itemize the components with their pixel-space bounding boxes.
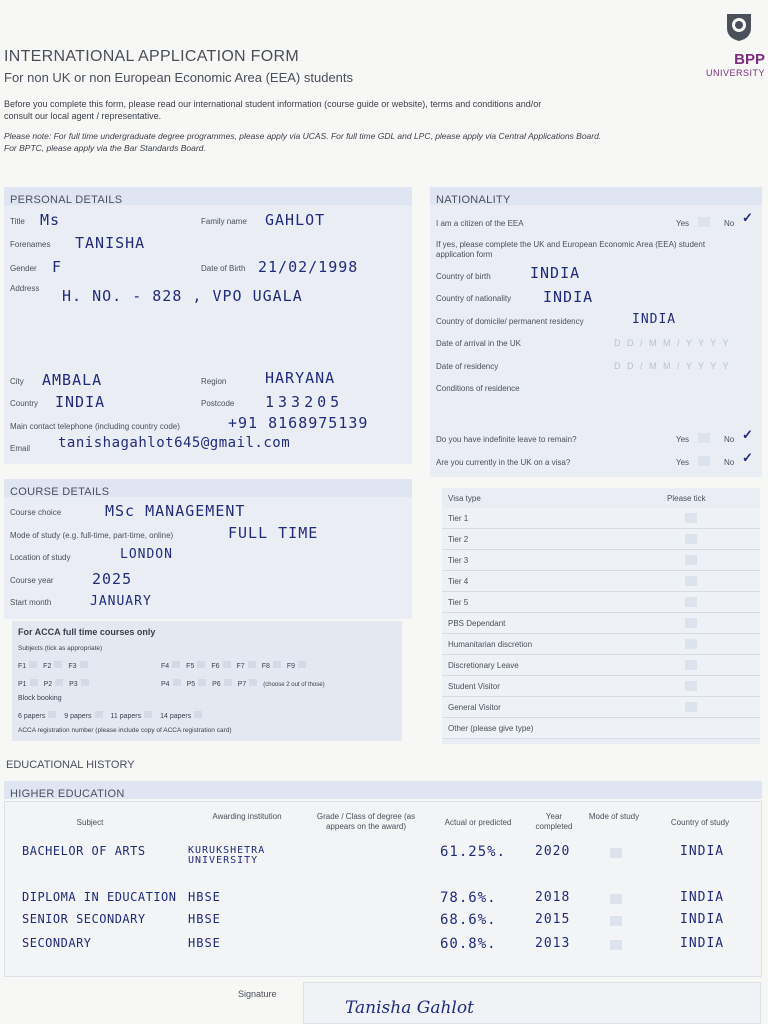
lion-shield-icon (723, 10, 755, 42)
visa-type-label: Tier 5 (448, 598, 469, 607)
education-cell-subject[interactable]: DIPLOMA IN EDUCATION (22, 890, 177, 904)
acca-paper-checkbox[interactable] (48, 711, 56, 718)
visa-now-no-tick[interactable]: ✓ (742, 450, 753, 465)
nationality-label: Country of nationality (436, 294, 512, 303)
acca-subject-label: F4 (161, 663, 170, 670)
brand-name: BPP (734, 51, 765, 68)
col-grade: Grade / Class of degree (as appears on the award) (316, 812, 416, 831)
title-field[interactable]: Ms (40, 211, 61, 229)
signature-field[interactable]: Tanisha Gahlot (345, 998, 474, 1018)
acca-subject-checkbox[interactable] (54, 661, 62, 668)
acca-subject-label: F5 (186, 663, 195, 670)
acca-subject-label: P5 (186, 681, 196, 688)
visa-type-checkbox[interactable] (685, 681, 697, 691)
residency-label: Date of residency (436, 362, 499, 371)
mode-field[interactable]: FULL TIME (228, 524, 319, 542)
education-cell-year[interactable]: 2020 (535, 844, 571, 859)
education-cell-country[interactable]: INDIA (680, 912, 725, 927)
col-year: Year completed (535, 812, 573, 831)
acca-paper-label: 11 papers (110, 713, 142, 720)
acca-paper-option[interactable] (111, 713, 153, 720)
course-choice-label: Course choice (10, 508, 62, 517)
acca-papers-row (18, 711, 210, 720)
visa-type-row[interactable] (442, 634, 760, 655)
acca-subject-f7[interactable] (237, 663, 256, 670)
visa-type-row[interactable] (442, 571, 760, 592)
visa-type-row[interactable] (442, 529, 760, 550)
nationality-field[interactable]: INDIA (543, 288, 594, 306)
acca-reg-label: ACCA registration number (please include copy of ACCA registration card) (18, 727, 232, 734)
start-month-field[interactable]: JANUARY (90, 594, 152, 609)
education-cell-actual[interactable]: 68.6%. (440, 912, 497, 928)
visa-now-yes-checkbox[interactable] (698, 456, 710, 466)
note-text-1: Please note: For full time undergraduate degree programmes, please apply via UCAS. For full time GDL and LPC, please apply via Central Applications Board. (4, 131, 602, 141)
visa-type-row[interactable] (442, 697, 760, 718)
acca-subject-checkbox[interactable] (298, 661, 306, 668)
acca-subject-checkbox[interactable] (173, 679, 181, 686)
education-cell-subject[interactable]: SENIOR SECONDARY (22, 912, 146, 926)
leave-no-tick[interactable]: ✓ (742, 427, 753, 442)
acca-paper-label: 6 papers (18, 713, 46, 720)
phone-field[interactable]: +91 8168975139 (228, 414, 369, 432)
acca-subject-label: P6 (212, 681, 221, 688)
personal-details-heading-band (4, 187, 412, 205)
col-mode: Mode of study (588, 812, 640, 821)
dob-label: Date of Birth (201, 264, 246, 273)
visa-type-label: Tier 4 (448, 577, 469, 586)
acca-subject-p3[interactable] (69, 681, 89, 688)
visa-type-checkbox[interactable] (685, 513, 697, 523)
bpp-logo (695, 10, 765, 78)
education-mode-checkbox[interactable] (610, 940, 622, 950)
education-cell-actual[interactable]: 78.6%. (440, 890, 497, 906)
visa-type-row[interactable] (442, 508, 760, 529)
nationality-heading: NATIONALITY (436, 194, 511, 206)
visa-type-row[interactable] (442, 613, 760, 634)
visa-type-row[interactable] (442, 550, 760, 571)
higher-education-band (4, 781, 762, 799)
acca-subject-label: F1 (18, 663, 27, 670)
city-label: City (10, 377, 24, 386)
acca-subject-checkbox[interactable] (55, 679, 63, 686)
note-text-2: For BPTC, please apply via the Bar Standards Board. (4, 143, 206, 153)
acca-subject-checkbox[interactable] (224, 679, 232, 686)
acca-paper-option[interactable] (18, 713, 56, 720)
education-cell-country[interactable]: INDIA (680, 890, 725, 905)
domicile-field[interactable]: INDIA (632, 312, 677, 327)
gender-label: Gender (10, 264, 37, 273)
region-label: Region (201, 377, 227, 386)
acca-choose-note: (choose 2 out of those) (263, 682, 325, 688)
acca-subject-f5[interactable] (186, 663, 205, 670)
acca-subject-label: P2 (43, 681, 53, 688)
intro-text-1: Before you complete this form, please read our international student information (course guide or website), terms and conditions and/or (4, 99, 542, 109)
visa-type-row[interactable] (442, 592, 760, 613)
acca-subject-checkbox[interactable] (30, 679, 38, 686)
forenames-field[interactable]: TANISHA (75, 234, 146, 252)
acca-block-label: Block booking (18, 695, 62, 702)
acca-subject-p4[interactable] (161, 681, 181, 688)
birth-label: Country of birth (436, 272, 491, 281)
col-subject: Subject (76, 818, 104, 827)
acca-subject-checkbox[interactable] (197, 661, 205, 668)
acca-subject-checkbox[interactable] (29, 661, 37, 668)
visa-type-label: Tier 2 (448, 535, 469, 544)
address-label: Address (10, 284, 40, 293)
acca-subject-label: P1 (18, 681, 27, 688)
mode-label: Mode of study (e.g. full-time, part-time, online) (10, 531, 174, 540)
acca-subject-checkbox[interactable] (198, 679, 206, 686)
visa-now-label: Are you currently in the UK on a visa? (436, 458, 571, 467)
acca-subject-label: F6 (211, 663, 220, 670)
course-details-heading-band (4, 479, 412, 497)
visa-type-heading: Visa type (448, 494, 481, 503)
nationality-heading-band (430, 187, 762, 205)
signature-label: Signature (238, 989, 277, 999)
acca-paper-label: 14 papers (160, 713, 192, 720)
location-field[interactable]: LONDON (120, 547, 173, 562)
visa-type-checkbox[interactable] (685, 618, 697, 628)
form-subtitle: For non UK or non European Economic Area (EEA) students (4, 70, 354, 85)
visa-type-row[interactable] (442, 676, 760, 697)
family-name-label: Family name (201, 217, 247, 226)
acca-subject-label: P7 (237, 681, 247, 688)
location-label: Location of study (10, 553, 71, 562)
education-cell-country[interactable]: INDIA (680, 936, 725, 951)
email-label: Email (10, 444, 31, 453)
acca-subject-label: F9 (286, 663, 296, 670)
phone-label: Main contact telephone (including country code) (10, 422, 180, 431)
visa-tick-heading: Please tick (667, 494, 706, 503)
acca-subject-p7[interactable] (238, 681, 258, 688)
residency-date-field[interactable]: D D / M M / Y Y Y Y (614, 361, 731, 371)
nationality-section (430, 187, 762, 477)
education-row (4, 842, 762, 864)
course-choice-field[interactable]: MSc MANAGEMENT (105, 502, 246, 520)
course-year-label: Course year (10, 576, 54, 585)
course-details-section (4, 479, 412, 619)
visa-type-label: Humanitarian discretion (448, 640, 533, 649)
email-field[interactable]: tanishagahlot645@gmail.com (58, 435, 291, 451)
education-cell-institution[interactable]: KURUKSHETRA UNIVERSITY (188, 845, 266, 866)
course-details-heading: COURSE DETAILS (10, 486, 110, 498)
visa-type-label: Other (please give type) (448, 724, 534, 733)
acca-subject-label: F2 (43, 663, 52, 670)
forenames-label: Forenames (10, 240, 51, 249)
acca-subject-checkbox[interactable] (249, 679, 257, 686)
acca-subject-checkbox[interactable] (81, 679, 89, 686)
acca-subject-checkbox[interactable] (273, 661, 281, 668)
visa-type-row[interactable] (442, 655, 760, 676)
educational-history-heading: EDUCATIONAL HISTORY (6, 759, 135, 771)
eea-note-2: application form (436, 250, 493, 259)
visa-type-checkbox[interactable] (685, 639, 697, 649)
acca-paper-option[interactable] (160, 713, 202, 720)
acca-paper-label: 9 papers (64, 713, 92, 720)
leave-yes-label: Yes (676, 435, 690, 444)
visa-type-checkbox[interactable] (685, 702, 697, 712)
brand-sub: UNIVERSITY (705, 68, 765, 78)
acca-paper-option[interactable] (64, 713, 102, 720)
intro-text-2: consult our local agent / representative. (4, 111, 162, 121)
acca-subject-checkbox[interactable] (223, 661, 231, 668)
acca-subject-f9[interactable] (287, 663, 306, 670)
visa-type-checkbox[interactable] (685, 534, 697, 544)
family-name-field[interactable]: GAHLOT (265, 211, 326, 229)
acca-subject-p6[interactable] (212, 681, 232, 688)
education-cell-institution[interactable]: HBSE (188, 912, 221, 926)
col-country: Country of study (670, 818, 730, 827)
birth-field[interactable]: INDIA (530, 264, 581, 282)
city-field[interactable]: AMBALA (42, 371, 103, 389)
education-cell-actual[interactable]: 60.8%. (440, 936, 497, 952)
visa-type-label: Tier 3 (448, 556, 469, 565)
acca-subjects-label: Subjects (tick as appropriate) (18, 645, 103, 652)
eea-yes-checkbox[interactable] (698, 217, 710, 227)
acca-paper-checkbox[interactable] (194, 711, 202, 718)
acca-subject-f6[interactable] (211, 663, 230, 670)
acca-subject-label: F8 (261, 663, 270, 670)
acca-row-1 (18, 661, 398, 670)
visa-type-label: Student Visitor (448, 682, 500, 691)
acca-paper-checkbox[interactable] (144, 711, 152, 718)
acca-row-2 (18, 679, 398, 688)
leave-no-label: No (724, 435, 735, 444)
visa-type-label: Tier 1 (448, 514, 469, 523)
arrival-date-field[interactable]: D D / M M / Y Y Y Y (614, 338, 731, 348)
acca-subject-checkbox[interactable] (248, 661, 256, 668)
dob-field[interactable]: 21/02/1998 (258, 258, 359, 276)
visa-type-checkbox[interactable] (685, 576, 697, 586)
domicile-label: Country of domicile/ permanent residency (436, 317, 584, 326)
postcode-label: Postcode (201, 399, 235, 408)
acca-paper-checkbox[interactable] (95, 711, 103, 718)
postcode-field[interactable]: 133205 (265, 393, 344, 411)
visa-type-label: Discretionary Leave (448, 661, 519, 670)
start-month-label: Start month (10, 598, 52, 607)
visa-type-checkbox[interactable] (685, 660, 697, 670)
eea-yes-label: Yes (676, 219, 690, 228)
higher-education-heading: HIGHER EDUCATION (10, 788, 125, 800)
acca-subject-label: F7 (236, 663, 245, 670)
education-mode-checkbox[interactable] (610, 848, 622, 858)
education-cell-year[interactable]: 2018 (535, 890, 571, 905)
acca-subject-checkbox[interactable] (172, 661, 180, 668)
acca-subject-f1[interactable] (18, 663, 37, 670)
eea-note-1: If yes, please complete the UK and European Economic Area (EEA) student (436, 240, 706, 249)
education-cell-subject[interactable]: SECONDARY (22, 936, 92, 950)
visa-now-no-label: No (724, 458, 735, 467)
course-year-field[interactable]: 2025 (92, 570, 133, 588)
gender-field[interactable]: F (52, 258, 63, 276)
education-cell-institution[interactable]: HBSE (188, 890, 221, 904)
education-cell-institution[interactable]: HBSE (188, 936, 221, 950)
visa-type-checkbox[interactable] (685, 555, 697, 565)
education-cell-year[interactable]: 2015 (535, 912, 571, 927)
acca-subject-label: P4 (161, 681, 170, 688)
visa-type-label: General Visitor (448, 703, 501, 712)
acca-subject-f8[interactable] (262, 663, 281, 670)
form-header (4, 48, 694, 153)
eea-label: I am a citizen of the EEA (436, 219, 524, 228)
visa-type-list (442, 508, 760, 739)
country-field[interactable]: INDIA (55, 393, 106, 411)
form-title: INTERNATIONAL APPLICATION FORM (4, 48, 299, 65)
acca-subject-p5[interactable] (187, 681, 207, 688)
col-actual: Actual or predicted (444, 818, 512, 827)
leave-label: Do you have indefinite leave to remain? (436, 435, 577, 444)
acca-heading: For ACCA full time courses only (18, 627, 156, 637)
acca-subject-checkbox[interactable] (80, 661, 88, 668)
address-field[interactable]: H. NO. - 828 , VPO UGALA (62, 287, 303, 305)
acca-section (12, 621, 402, 741)
education-cell-actual[interactable]: 61.25%. (440, 844, 507, 860)
acca-subject-label: F3 (68, 663, 77, 670)
education-row (4, 934, 762, 956)
eea-no-label: No (724, 219, 735, 228)
eea-no-tick[interactable]: ✓ (742, 210, 753, 225)
acca-subject-p1[interactable] (18, 681, 38, 688)
region-field[interactable]: HARYANA (265, 369, 336, 387)
arrival-label: Date of arrival in the UK (436, 339, 521, 348)
col-awarding: Awarding institution (212, 812, 282, 821)
education-cell-country[interactable]: INDIA (680, 844, 725, 859)
education-cell-subject[interactable]: BACHELOR OF ARTS (22, 844, 146, 858)
country-label: Country (10, 399, 39, 408)
visa-type-checkbox[interactable] (685, 597, 697, 607)
visa-type-label: PBS Dependant (448, 619, 506, 628)
visa-now-yes-label: Yes (676, 458, 690, 467)
education-mode-checkbox[interactable] (610, 916, 622, 926)
education-row (4, 910, 762, 932)
acca-subject-label: P3 (69, 681, 78, 688)
conditions-label: Conditions of residence (436, 384, 520, 393)
acca-subject-p2[interactable] (44, 681, 64, 688)
leave-yes-checkbox[interactable] (698, 433, 710, 443)
acca-subject-f3[interactable] (68, 663, 87, 670)
visa-type-row[interactable] (442, 718, 760, 739)
personal-details-heading: PERSONAL DETAILS (10, 194, 123, 206)
title-label: Title (10, 217, 25, 226)
education-row (4, 888, 762, 910)
acca-subject-f4[interactable] (161, 663, 180, 670)
education-mode-checkbox[interactable] (610, 894, 622, 904)
education-cell-year[interactable]: 2013 (535, 936, 571, 951)
acca-subject-f2[interactable] (43, 663, 62, 670)
